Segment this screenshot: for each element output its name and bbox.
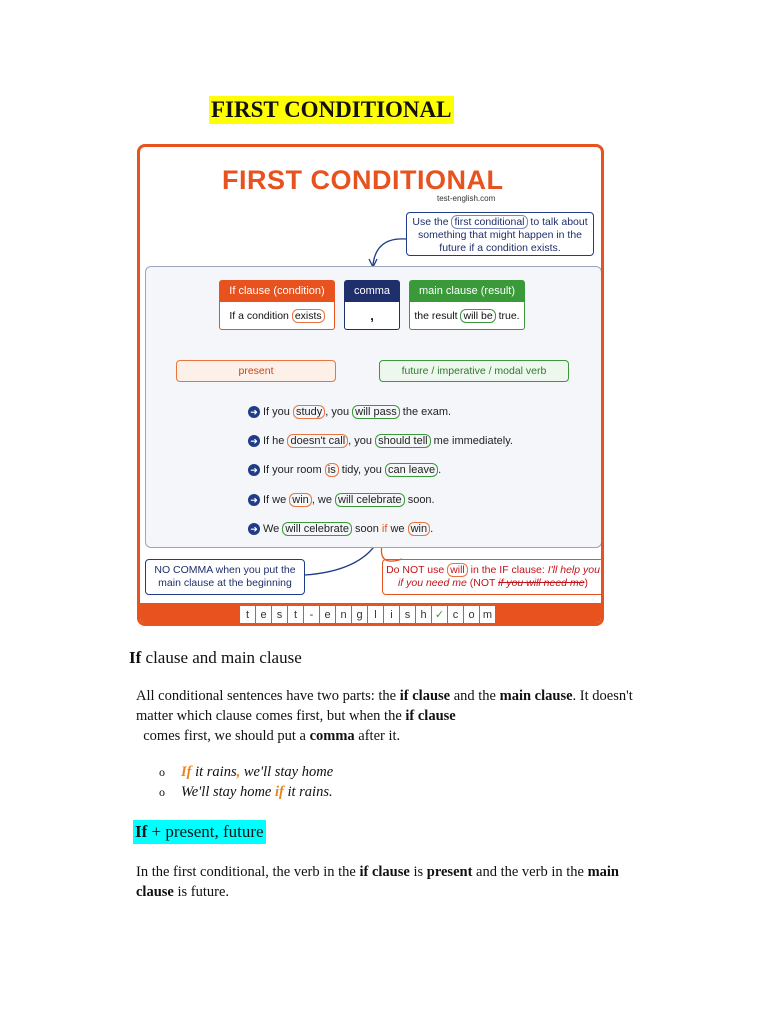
bullet-comma: , (236, 764, 241, 780)
usage-note-pre: Use the (412, 216, 452, 228)
para-text: comes first, we should put a (136, 728, 310, 744)
para-bold: main clause (136, 864, 619, 900)
if-clause-body (219, 302, 335, 330)
main-clause-header: main clause (result) (409, 280, 525, 302)
section-heading-present-future (133, 820, 266, 844)
example-text: , you (325, 406, 353, 418)
bullet-item-1 (159, 764, 333, 781)
main-clause-body-pre: the result (414, 310, 461, 322)
bullet-text: it rains. (283, 784, 333, 800)
no-will-note-example: I'll help you if you need me (397, 564, 600, 589)
example-text: , we (311, 494, 336, 506)
infographic-title: FIRST CONDITIONAL (222, 165, 504, 195)
para-text: after it. (354, 728, 401, 744)
example-future-verb: will celebrate (282, 522, 352, 536)
no-will-note-highlight: will (447, 563, 468, 577)
example-future-verb: should tell (375, 434, 431, 448)
if-clause-body-text: If a condition (229, 310, 292, 322)
if-clause-column (219, 280, 335, 330)
example-present-verb: study (293, 405, 325, 419)
if-clause-header: If clause (condition) (219, 280, 335, 302)
section-heading-if-clause (129, 648, 302, 668)
example-3 (248, 463, 441, 477)
bullet-if: if (274, 784, 284, 800)
no-will-note-text: (NOT (466, 577, 499, 589)
main-clause-body-highlight: will be (460, 309, 495, 323)
para-text: In the first conditional, the verb in the (136, 864, 360, 880)
document-title: FIRST CONDITIONAL (211, 97, 452, 122)
brand-letter: i (384, 606, 399, 624)
bullet-marker: o (159, 785, 165, 799)
brand-letter: t (288, 606, 303, 624)
main-clause-body-post: true. (495, 310, 520, 322)
main-clause-column (409, 280, 525, 330)
example-present-verb: win (408, 522, 431, 536)
comma-body: , (344, 302, 400, 330)
example-text: soon (351, 523, 382, 535)
usage-note-highlight: first conditional (451, 215, 527, 229)
example-text: we (387, 523, 408, 535)
para-text: is (409, 864, 427, 880)
comma-column (344, 280, 400, 330)
comma-header: comma (344, 280, 400, 302)
heading-bold-if: If (129, 648, 142, 667)
first-conditional-infographic (137, 144, 604, 626)
brand-letter: g (352, 606, 367, 624)
if-clause-body-highlight: exists (292, 309, 325, 323)
para-text: and the verb in the (472, 864, 588, 880)
main-clause-body (409, 302, 525, 330)
present-label: present (176, 360, 336, 382)
infographic-brand-small: test-english.com (437, 194, 496, 203)
bullet-text: it rains (191, 764, 237, 780)
check-icon: ✓ (432, 606, 447, 624)
example-future-verb: will pass (352, 405, 400, 419)
bullet-if: If (181, 764, 192, 780)
usage-note-post: to talk about something that might happen in the future if a condition exists. (417, 216, 588, 254)
heading-text: clause and main clause (141, 648, 302, 667)
no-will-note-text: ) (584, 577, 589, 589)
example-1 (248, 405, 451, 419)
no-will-note-struck-example: if you will need me (498, 577, 585, 589)
para-bold: main clause (499, 688, 573, 704)
example-2 (248, 434, 513, 448)
sentence-structure-panel (145, 266, 602, 548)
para-text: All conditional sentences have two parts: the (136, 688, 400, 704)
example-present-verb: win (289, 493, 312, 507)
example-text: We (263, 523, 283, 535)
example-4 (248, 493, 435, 507)
first-conditional-paragraph (136, 862, 656, 902)
para-bold: if clause (405, 708, 456, 724)
heading-bold-if: If (135, 822, 148, 841)
two-parts-paragraph (136, 686, 666, 746)
example-future-verb: can leave (385, 463, 438, 477)
example-text: , you (348, 435, 376, 447)
arrow-right-icon: ➜ (248, 435, 260, 447)
brand-letter: n (336, 606, 351, 624)
future-label: future / imperative / modal verb (379, 360, 569, 382)
arrow-right-icon: ➜ (248, 464, 260, 476)
example-text: the exam. (399, 406, 452, 418)
brand-letter: - (304, 606, 319, 624)
para-bold: if clause (359, 864, 410, 880)
brand-letter: l (368, 606, 383, 624)
example-if-word: if (381, 523, 388, 535)
bullet-marker: o (159, 765, 165, 779)
note-connector-arrow (373, 239, 406, 265)
no-will-note-text: Do NOT use (386, 564, 448, 576)
arrow-right-icon: ➜ (248, 494, 260, 506)
example-text: soon. (404, 494, 435, 506)
example-text: tidy, you (338, 464, 385, 476)
brand-letter: e (256, 606, 271, 624)
example-text: If we (263, 494, 290, 506)
arrow-right-icon: ➜ (248, 406, 260, 418)
bullet-item-2 (159, 784, 333, 801)
no-will-note-text: in the IF clause: (467, 564, 548, 576)
para-text: and the (450, 688, 500, 704)
bullet-text: we'll stay home (240, 764, 334, 780)
example-present-verb: doesn't call (287, 434, 348, 448)
example-text: If your room (263, 464, 325, 476)
para-text: is future. (173, 884, 230, 900)
no-will-note (382, 559, 604, 595)
example-text: . (438, 464, 442, 476)
example-text: If he (263, 435, 288, 447)
example-text: If you (263, 406, 293, 418)
no-comma-note: NO COMMA when you put the main clause at the beginning (145, 559, 305, 595)
example-5 (248, 522, 433, 536)
heading-text: + present, future (147, 822, 264, 841)
brand-letter: h (416, 606, 431, 624)
brand-letter: m (480, 606, 495, 624)
para-text: . It doesn't matter which clause comes first, but when the (136, 688, 633, 724)
brand-letter: e (320, 606, 335, 624)
bullet-text: We'll stay home (181, 784, 275, 800)
arrow-right-icon: ➜ (248, 523, 260, 535)
example-present-verb: is (325, 463, 339, 477)
example-text: me immediately. (430, 435, 513, 447)
example-future-verb: will celebrate (335, 493, 405, 507)
brand-letter: o (464, 606, 479, 624)
para-bold: present (426, 864, 473, 880)
para-bold: if clause (399, 688, 451, 704)
footer-brand (240, 606, 496, 624)
brand-letter: c (448, 606, 463, 624)
brand-letter: s (400, 606, 415, 624)
brand-letter: t (240, 606, 255, 624)
para-bold: comma (309, 728, 355, 744)
example-text: . (430, 523, 434, 535)
brand-letter: s (272, 606, 287, 624)
